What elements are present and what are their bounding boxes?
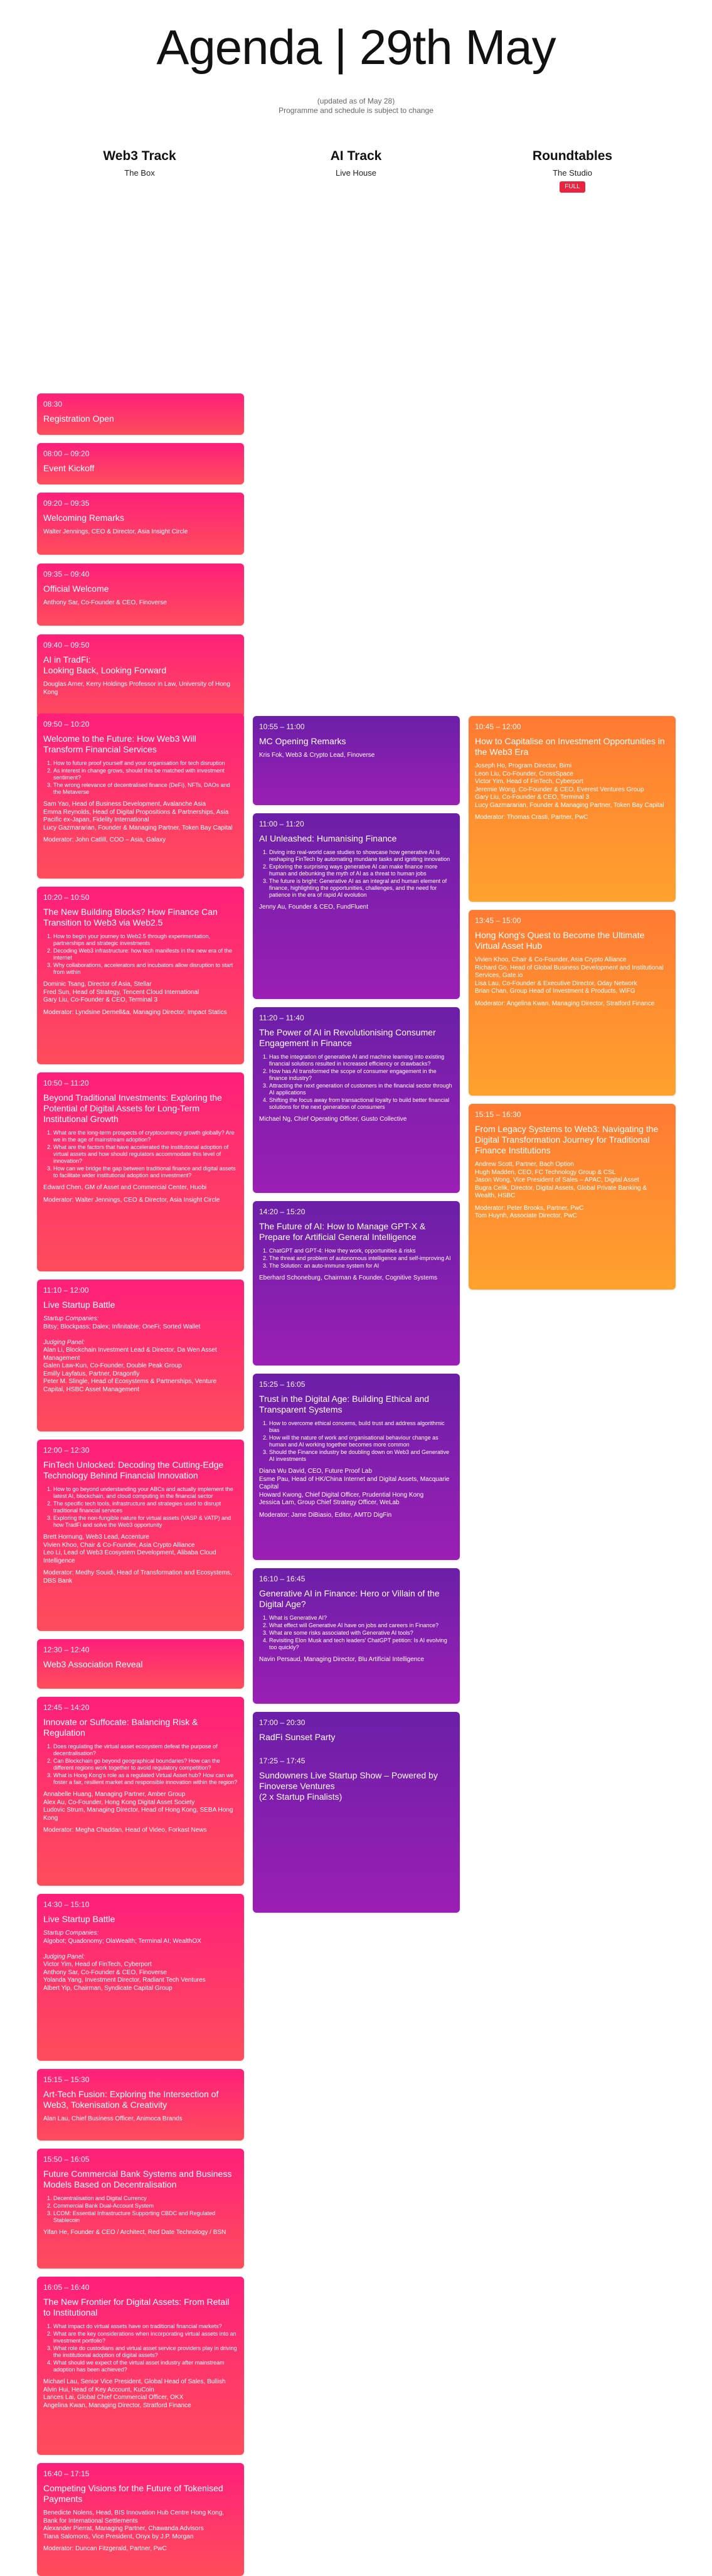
- session-speakers: [259, 1468, 454, 1507]
- session-time: 13:45 – 15:00: [475, 916, 521, 925]
- session-speakers: [475, 956, 669, 996]
- session-card[interactable]: [469, 910, 676, 1096]
- session-title: How to Capitalise on Investment Opportunities in the Web3 Era: [475, 736, 665, 757]
- speaker-line: Tiana Salomons, Vice President, Onyx by J.P. Morgan: [43, 2533, 194, 2540]
- speaker-line: Lisa Lau, Co-Founder & Executive Director, Oday Network: [475, 980, 637, 987]
- session-speakers: [43, 1930, 238, 1992]
- session-speakers: [475, 762, 669, 810]
- speaker-line: Judging Panel:: [43, 1339, 85, 1346]
- session-topic: 3. LCOM: Essential Infrastructure Supporting CBDC and Regulated Stablecoin: [53, 2210, 238, 2224]
- speaker-line: Angelina Kwan, Managing Director, Stratford Finance: [43, 2402, 191, 2409]
- session-topics: [259, 1615, 454, 1651]
- session-title: Trust in the Digital Age: Building Ethical and Transparent Systems: [259, 1394, 430, 1414]
- session-topic: 4. What should we expect of the virtual asset industry after mainstream adoption has been achieved?: [53, 2360, 238, 2373]
- session-card[interactable]: [37, 634, 244, 718]
- session-time: 14:20 – 15:20: [259, 1207, 306, 1216]
- session-topic: 1. Diving into real-world case studies to showcase how generative AI is reshaping FinTech by automating mundane tasks and igniting innovation: [269, 849, 454, 863]
- track-name: AI Track: [330, 149, 382, 163]
- speaker-line: [43, 1945, 238, 1953]
- session-time: 16:10 – 16:45: [259, 1574, 306, 1583]
- session-moderator: Moderator: Medhy Souidi, Head of Transformation and Ecosystems, DBS Bank: [43, 1569, 232, 1585]
- session-title: Generative AI in Finance: Hero or Villain of the Digital Age?: [259, 1588, 440, 1609]
- session-topic: 3. Attracting the next generation of customers in the financial sector through AI applications: [269, 1082, 454, 1096]
- speaker-line: Startup Companies:: [43, 1315, 99, 1322]
- speaker-line: Bugra Celik, Director, Digital Assets, Global Private Banking & Wealth, HSBC: [475, 1184, 647, 1199]
- speaker-line: Ludovic Strum, Managing Director, Head of Hong Kong, SEBA Hong Kong: [43, 1807, 233, 1822]
- session-speakers: [43, 2229, 238, 2237]
- speaker-line: Alvin Hui, Head of Key Account, KuCoin: [43, 2386, 154, 2393]
- speaker-line: Annabelle Huang, Managing Partner, Amber Group: [43, 1791, 186, 1798]
- session-speakers: [43, 2115, 238, 2124]
- session-title: AI in TradFi: Looking Back, Looking Forward: [43, 655, 167, 675]
- session-speakers: [43, 528, 238, 537]
- session-topic: 2. The threat and problem of autonomous intelligence and self-improving AI: [269, 1255, 454, 1262]
- session-topic: 3. What role do custodians and virtual asset service providers play in driving the institutional adoption of digital assets?: [53, 2345, 238, 2359]
- session-title: Hong Kong's Quest to Become the Ultimate Virtual Asset Hub: [475, 930, 645, 951]
- session-title: The Power of AI in Revolutionising Consumer Engagement in Finance: [259, 1027, 436, 1048]
- session-topic: 1. What are the long-term prospects of cryptocurrency growth globally? Are we in the age of mainstream adoption?: [53, 1130, 238, 1143]
- speaker-line: Vivien Khoo, Chair & Co-Founder, Asia Crypto Alliance: [475, 956, 627, 963]
- speaker-line: Albert Yip, Chairman, Syndicate Capital Group: [43, 1984, 173, 1992]
- speaker-line: Kris Fok, Web3 & Crypto Lead, Finoverse: [259, 752, 375, 759]
- session-time: 12:45 – 14:20: [43, 1703, 90, 1712]
- session-topic: 2. How has AI transformed the scope of consumer engagement in the finance industry?: [269, 1068, 454, 1082]
- session-topics: [43, 1743, 238, 1786]
- session-title: Official Welcome: [43, 584, 109, 594]
- session-card[interactable]: [37, 2463, 244, 2576]
- session-time: 15:25 – 16:05: [259, 1380, 306, 1389]
- session-topic: 2. Commercial Bank Dual-Account System: [53, 2203, 238, 2210]
- session-title: From Legacy Systems to Web3: Navigating the Digital Transformation Journey for Traditional Finance Institutions: [475, 1124, 659, 1155]
- session-card[interactable]: [37, 2069, 244, 2140]
- session-card[interactable]: [37, 1072, 244, 1271]
- session-topic: 2. The specific tech tools, infrastructure and strategies used to disrupt traditional financial services: [53, 1500, 238, 1514]
- speaker-line: Anthony Sar, Co-Founder & CEO, Finoverse: [43, 599, 167, 606]
- session-topic: 3. What is Hong Kong's role as a regulated Virtual Asset hub? How can we foster a fair, resilient market and responsible innovation within the region?: [53, 1772, 238, 1786]
- session-card[interactable]: [253, 1201, 460, 1365]
- speaker-line: Richard Go, Head of Global Business Development and Institutional Services, Gate.io: [475, 964, 664, 979]
- session-topic: 1. Does regulating the virtual asset ecosystem defeat the purpose of decentralisation?: [53, 1743, 238, 1757]
- session-time: 10:20 – 10:50: [43, 893, 90, 902]
- session-topic: 4. Shifting the focus away from transactional loyalty to build better financial solutions for the next generation of consumers: [269, 1097, 454, 1111]
- speaker-line: Startup Companies:: [43, 1930, 99, 1937]
- session-title: Registration Open: [43, 414, 114, 424]
- page-title: Agenda | 29th May: [156, 19, 556, 75]
- session-title: The New Building Blocks? How Finance Can Transition to Web3 via Web2.5: [43, 907, 218, 927]
- speaker-line: Jenny Au, Founder & CEO, FundFluent: [259, 904, 368, 911]
- session-topic: 1. What is Generative AI?: [269, 1615, 454, 1622]
- session-title: The Future of AI: How to Manage GPT-X & Prepare for Artificial General Intelligence: [259, 1221, 426, 1242]
- session-moderator: Moderator: John Catlill, COO – Asia, Galaxy: [43, 836, 166, 843]
- session-card[interactable]: [37, 887, 244, 1064]
- session-card[interactable]: [37, 2277, 244, 2455]
- session-title: Live Startup Battle: [43, 1300, 115, 1310]
- speaker-line: Walter Jennings, CEO & Director, Asia Insight Circle: [43, 528, 188, 535]
- session-title: Welcoming Remarks: [43, 513, 124, 523]
- speaker-line: Vivien Khoo, Chair & Co-Founder, Asia Crypto Alliance: [43, 1541, 195, 1549]
- session-speakers: [259, 904, 454, 912]
- session-card[interactable]: [253, 1568, 460, 1704]
- session-time: 11:00 – 11:20: [259, 820, 304, 828]
- session-topic: 3. The future is bright: Generative AI as an integral and human element of finance, highlighting the opportunities, challenges, and the need for patience in the era of rapid AI evolution: [269, 878, 454, 899]
- session-time: 10:45 – 12:00: [475, 722, 521, 731]
- speaker-line: Hugh Madden, CEO, FC Technology Group & CSL: [475, 1168, 616, 1176]
- session-title: Beyond Traditional Investments: Exploring the Potential of Digital Assets for Long-Term Institutional Growth: [43, 1093, 222, 1124]
- speaker-line: Brett Hornung, Web3 Lead, Accenture: [43, 1534, 149, 1541]
- speaker-line: Victor Yim, Head of FinTech, Cyberport: [43, 1961, 152, 1968]
- track-header-roundtables: [469, 149, 676, 193]
- speaker-line: Alex Au, Co-Founder, Hong Kong Digital Asset Society: [43, 1798, 195, 1806]
- speaker-line: Navin Persaud, Managing Director, Blu Artificial Intelligence: [259, 1656, 424, 1663]
- speaker-line: Brian Chan, Group Head of Investment & Products, WiFG: [475, 988, 635, 995]
- session-card[interactable]: [37, 713, 244, 879]
- session-moderator: Moderator: Lyndsine Dernell&a, Managing Director, Impact Statics: [43, 1008, 227, 1016]
- session-card[interactable]: [253, 1007, 460, 1193]
- session-speakers: [259, 1656, 454, 1664]
- speaker-line: Leo Li, Lead of Web3 Ecosystem Development, Alibaba Cloud Intelligence: [43, 1549, 216, 1564]
- session-speakers: [43, 1791, 238, 1822]
- speaker-line: Diana Wu David, CEO, Future Proof Lab: [259, 1468, 372, 1475]
- speaker-line: Joseph Ho, Program Director, Bimi: [475, 762, 571, 769]
- session-moderator: Moderator: Thomas Crasti, Partner, PwC: [475, 814, 588, 821]
- session-card[interactable]: [37, 1639, 244, 1689]
- session-time: 17:00 – 20:30: [259, 1718, 306, 1727]
- session-topics: [259, 1054, 454, 1111]
- session-title: Future Commercial Bank Systems and Business Models Based on Decentralisation: [43, 2169, 232, 2189]
- session-moderator: Moderator: Jame DiBiasio, Editor, AMTD DigFin: [259, 1511, 392, 1519]
- session-topic: 2. Can Blockchain go beyond geographical boundaries? How can the different regions work together to avoid regulatory competition?: [53, 1758, 238, 1772]
- session-title: AI Unleashed: Humanising Finance: [259, 833, 397, 843]
- session-topic: 2. Decoding Web3 infrastructure: how tech manifests in the new era of the internet: [53, 948, 238, 961]
- speaker-line: Yolanda Yang, Investment Director, Radiant Tech Ventures: [43, 1977, 206, 1984]
- session-speakers: [43, 599, 238, 607]
- track-venue: Live House: [335, 168, 377, 178]
- session-topic: 3. How can we bridge the gap between traditional finance and digital assets to facilitate wider institutional adoption and investment?: [53, 1165, 238, 1179]
- session-speakers: [43, 2378, 238, 2410]
- speaker-line: Fred Sun, Head of Strategy, Tencent Cloud International: [43, 988, 199, 996]
- speaker-line: Andrew Scott, Partner, Bach Option: [475, 1161, 574, 1168]
- speaker-line: Victor Yim, Head of FinTech, Cyberport: [475, 778, 583, 785]
- session-topics: [259, 1248, 454, 1269]
- session-moderator: Moderator: Walter Jennings, CEO & Director, Asia Insight Circle: [43, 1196, 220, 1204]
- speaker-line: Anthony Sar, Co-Founder & CEO, Finoverse: [43, 1969, 167, 1976]
- session-card[interactable]: [253, 716, 460, 805]
- session-title: Innovate or Suffocate: Balancing Risk & Regulation: [43, 1717, 198, 1738]
- session-topic: 1. How to go beyond understanding your ABCs and actually implement the latest AI, blockchain, and cloud computing in the financial sector: [53, 1486, 238, 1500]
- session-moderator: Moderator: Megha Chaddan, Head of Video, Forkast News: [43, 1827, 207, 1834]
- session-card[interactable]: [253, 813, 460, 999]
- session-topics: [259, 849, 454, 899]
- session-speakers: [259, 1116, 454, 1124]
- session-topics: [259, 1420, 454, 1463]
- speaker-line: Alexander Pierrat, Managing Partner, Chawanda Advisors: [43, 2525, 204, 2532]
- session-card[interactable]: [469, 716, 676, 902]
- session-card[interactable]: [37, 443, 244, 484]
- session-card[interactable]: [469, 1104, 676, 1290]
- session-speakers: [43, 681, 238, 697]
- speaker-line: Lucy Gazmararian, Founder & Managing Partner, Token Bay Capital: [43, 824, 233, 831]
- session-time: 12:00 – 12:30: [43, 1446, 90, 1455]
- session-topic: 4. Revisiting Elon Musk and tech leaders' ChatGPT petition: Is AI evolving too quickly?: [269, 1637, 454, 1651]
- session-time: 11:20 – 11:40: [259, 1013, 304, 1022]
- track-venue: The Studio: [553, 168, 592, 178]
- speaker-line: Judging Panel:: [43, 1953, 85, 1960]
- speaker-line: Michael Lau, Senior Vice President, Global Head of Sales, Bullish: [43, 2378, 226, 2385]
- track-name: Web3 Track: [103, 149, 176, 163]
- session-topics: [43, 933, 238, 976]
- track-headers: [0, 149, 712, 193]
- speaker-line: Gary Liu, Co-Founder & CEO, Terminal 3: [43, 997, 158, 1003]
- session-speakers: [43, 1315, 238, 1394]
- session-sub-title: Sundowners Live Startup Show – Powered by Finoverse Ventures (2 x Startup Finalists): [259, 1770, 438, 1802]
- session-time: 09:20 – 09:35: [43, 499, 90, 508]
- session-topic: 2. As interest in change grows, should this be matched with investment sentiment?: [53, 767, 238, 781]
- speaker-line: Emma Reynolds, Head of Digital Propositions & Partnerships, Asia Pacific ex-Japan, Fidelity International: [43, 808, 229, 823]
- speaker-line: Galen Law-Kun, Co-Founder, Double Peak Group: [43, 1362, 182, 1369]
- session-topic: 3. Why collaborations, accelerators and incubators allow disruption to start from within: [53, 962, 238, 976]
- session-topics: [43, 760, 238, 796]
- session-speakers: [43, 801, 238, 832]
- session-topic: 2. How will the nature of work and organisational behaviour change as human and AI working together becomes more common: [269, 1435, 454, 1448]
- session-topic: 3. The Solution: an auto-immune system for AI: [269, 1263, 454, 1269]
- session-topic: 1. ChatGPT and GPT-4: How they work, opportunities & risks: [269, 1248, 454, 1254]
- session-time: 10:50 – 11:20: [43, 1079, 89, 1088]
- session-time: 16:05 – 16:40: [43, 2283, 90, 2292]
- session-moderator: Moderator: Peter Brooks, Partner, PwC Tom Huynh, Associate Director, PwC: [475, 1204, 584, 1219]
- speaker-line: Edward Chen, GM of Asset and Commercial Center, Huobi: [43, 1184, 207, 1191]
- session-topic: 3. What are some risks associated with Generative AI tools?: [269, 1630, 454, 1637]
- track-header-web3: [36, 149, 243, 193]
- session-topic: 2. Exploring the surprising ways generative AI can make finance more human and debunking the myth of AI as a threat to human jobs: [269, 863, 454, 877]
- session-time: 09:40 – 09:50: [43, 641, 90, 649]
- session-moderator: Moderator: Duncan Fitzgerald, Partner, PwC: [43, 2545, 167, 2552]
- session-speakers: [43, 1184, 238, 1192]
- session-time: 08:00 – 09:20: [43, 449, 90, 458]
- session-title: Event Kickoff: [43, 463, 95, 473]
- speaker-line: Yifan He, Founder & CEO / Architect, Red Date Technology / BSN: [43, 2229, 226, 2236]
- session-card[interactable]: [253, 1374, 460, 1560]
- session-card[interactable]: [37, 564, 244, 626]
- session-topics: [43, 1486, 238, 1529]
- track-venue: The Box: [124, 168, 155, 178]
- speaker-line: Leon Liu, Co-Founder, CrossSpace: [475, 770, 573, 778]
- page-header: [0, 0, 712, 115]
- session-time: 14:30 – 15:10: [43, 1900, 90, 1909]
- session-speakers: [43, 1534, 238, 1565]
- session-speakers: [475, 1161, 669, 1200]
- session-topic: 1. What impact do virtual assets have on traditional financial markets?: [53, 2323, 238, 2330]
- speaker-line: Eberhard Schoneburg, Chairman & Founder, Cognitive Systems: [259, 1275, 438, 1281]
- session-speakers: [259, 1275, 454, 1283]
- session-card[interactable]: [37, 1440, 244, 1631]
- session-time: 11:10 – 12:00: [43, 1286, 89, 1295]
- session-title: Art-Tech Fusion: Exploring the Intersection of Web3, Tokenisation & Creativity: [43, 2089, 219, 2110]
- session-time: 09:35 – 09:40: [43, 570, 90, 579]
- speaker-line: Emilly Layfatus, Partner, Dragonfly: [43, 1370, 140, 1377]
- session-topic: 1. How to future proof yourself and your organisation for tech disruption: [53, 760, 238, 767]
- session-title: Welcome to the Future: How Web3 Will Transform Financial Services: [43, 734, 196, 754]
- speaker-line: Benedicte Nolens, Head, BIS Innovation Hub Centre Hong Kong, Bank for International Settlements: [43, 2509, 224, 2525]
- session-time: 08:30: [43, 400, 63, 409]
- session-time: 15:15 – 16:30: [475, 1110, 521, 1119]
- session-time: 10:55 – 11:00: [259, 722, 305, 731]
- speaker-line: Algobot; Quadonomy; OlaWealth; Terminal AI; WealthOX: [43, 1937, 201, 1945]
- track-header-ai: [253, 149, 459, 193]
- session-topics: [43, 2323, 238, 2373]
- session-title: FinTech Unlocked: Decoding the Cutting-Edge Technology Behind Financial Innovation: [43, 1460, 224, 1480]
- session-sub-time: 17:25 – 17:45: [259, 1756, 306, 1765]
- speaker-line: Dominic Tsang, Director of Asia, Stellar: [43, 981, 152, 988]
- session-speakers: [43, 2509, 238, 2541]
- session-topic: 3. The wrong relevance of decentralised finance (DeFi), NFTs, DAOs and the Metaverse: [53, 782, 238, 796]
- session-card[interactable]: [37, 1697, 244, 1886]
- speaker-line: Esme Pau, Head of HK/China Internet and Digital Assets, Macquarie Capital: [259, 1475, 450, 1490]
- speaker-line: Howard Kwong, Chief Digital Officer, Prudential Hong Kong: [259, 1491, 424, 1499]
- session-time: 15:50 – 16:05: [43, 2155, 90, 2164]
- session-time: 15:15 – 15:30: [43, 2075, 90, 2084]
- speaker-line: Peter M. Slingle, Head of Ecosystems & Partnerships, Venture Capital, HSBC Asset Management: [43, 1378, 217, 1393]
- updated-note: (updated as of May 28): [317, 97, 395, 105]
- session-topics: [43, 2195, 238, 2224]
- session-topic: 1. Decentralisation and Digital Currency: [53, 2195, 238, 2202]
- speaker-line: Michael Ng, Chief Operating Officer, Gusto Collective: [259, 1116, 407, 1123]
- session-title: MC Opening Remarks: [259, 736, 346, 746]
- session-topics: [43, 1130, 238, 1179]
- speaker-line: Douglas Arner, Kerry Holdings Professor in Law, University of Hong Kong: [43, 681, 230, 696]
- session-title: RadFi Sunset Party: [259, 1732, 336, 1742]
- schedule-disclaimer: Programme and schedule is subject to change: [279, 106, 433, 115]
- speaker-line: Jason Wong, Vice President of Sales – APAC, Digital Asset: [475, 1177, 639, 1184]
- session-title: Competing Visions for the Future of Tokenised Payments: [43, 2483, 223, 2504]
- session-time: 12:30 – 12:40: [43, 1645, 90, 1654]
- session-time: 09:50 – 10:20: [43, 720, 90, 729]
- session-title: Live Startup Battle: [43, 1914, 115, 1924]
- session-title: The New Frontier for Digital Assets: From Retail to Institutional: [43, 2297, 230, 2317]
- speaker-line: Jessica Lam, Group Chief Strategy Officer, WeLab: [259, 1499, 400, 1506]
- session-card[interactable]: [253, 1712, 460, 1913]
- speaker-line: Gary Liu, Co-Founder & CEO, Terminal 3: [475, 794, 590, 801]
- speaker-line: Lances Lai, Global Chief Commercial Officer, OKX: [43, 2394, 184, 2401]
- speaker-line: Lucy Gazmararian, Founder & Managing Partner, Token Bay Capital: [475, 801, 664, 809]
- session-card[interactable]: [37, 493, 244, 555]
- session-speakers: [259, 752, 454, 760]
- session-speakers: [43, 981, 238, 1005]
- session-moderator: Moderator: Angelina Kwan, Managing Director, Stratford Finance: [475, 1000, 655, 1007]
- session-card[interactable]: [37, 2149, 244, 2269]
- session-topic: 1. How to begin your journey to Web2.5 through experimentation, partnerships and strategic investments: [53, 933, 238, 947]
- speaker-line: Sam Yao, Head of Business Development, Avalanche Asia: [43, 801, 206, 808]
- speaker-line: Jeremie Wong, Co-Founder & CEO, Everest Ventures Group: [475, 786, 644, 793]
- session-card[interactable]: [37, 1280, 244, 1431]
- session-topic: 3. Should the Finance industry be doubling down on Web3 and Generative AI investments: [269, 1449, 454, 1463]
- session-card[interactable]: [37, 1894, 244, 2061]
- session-topic: 1. How to overcome ethical concerns, build trust and address algorithmic bias: [269, 1420, 454, 1434]
- session-topic: 3. Exploring the non-fungible nature for virtual assets (VASP & VATP) and how TradFi and solve the Web3 opportunity: [53, 1515, 238, 1529]
- speaker-line: Alan Lau, Chief Business Officer, Animoca Brands: [43, 2115, 183, 2122]
- session-topic: 2. What effect will Generative AI have on jobs and careers in Finance?: [269, 1622, 454, 1629]
- speaker-line: Alan Li, Blockchain Investment Lead & Director, Da Wen Asset Management: [43, 1347, 217, 1362]
- session-topic: 1. Has the integration of generative AI and machine learning into existing financial solutions resulted in increased efficiency or drawbacks?: [269, 1054, 454, 1067]
- session-topic: 2. What are the key considerations when incorporating virtual assets into an investment portfolio?: [53, 2331, 238, 2344]
- full-badge: FULL: [560, 181, 585, 193]
- speaker-line: [43, 1331, 238, 1339]
- session-time: 16:40 – 17:15: [43, 2469, 90, 2478]
- track-name: Roundtables: [532, 149, 613, 163]
- session-card[interactable]: [37, 393, 244, 435]
- session-title: Web3 Association Reveal: [43, 1659, 143, 1669]
- session-topic: 2. What are the factors that have accelerated the institutional adoption of virtual assets and how should regulators accommodate this level of innovation?: [53, 1144, 238, 1165]
- speaker-line: Bitsy; Blockpass; Dalex; Infinitable; OneFi; Sorted Wallet: [43, 1323, 201, 1330]
